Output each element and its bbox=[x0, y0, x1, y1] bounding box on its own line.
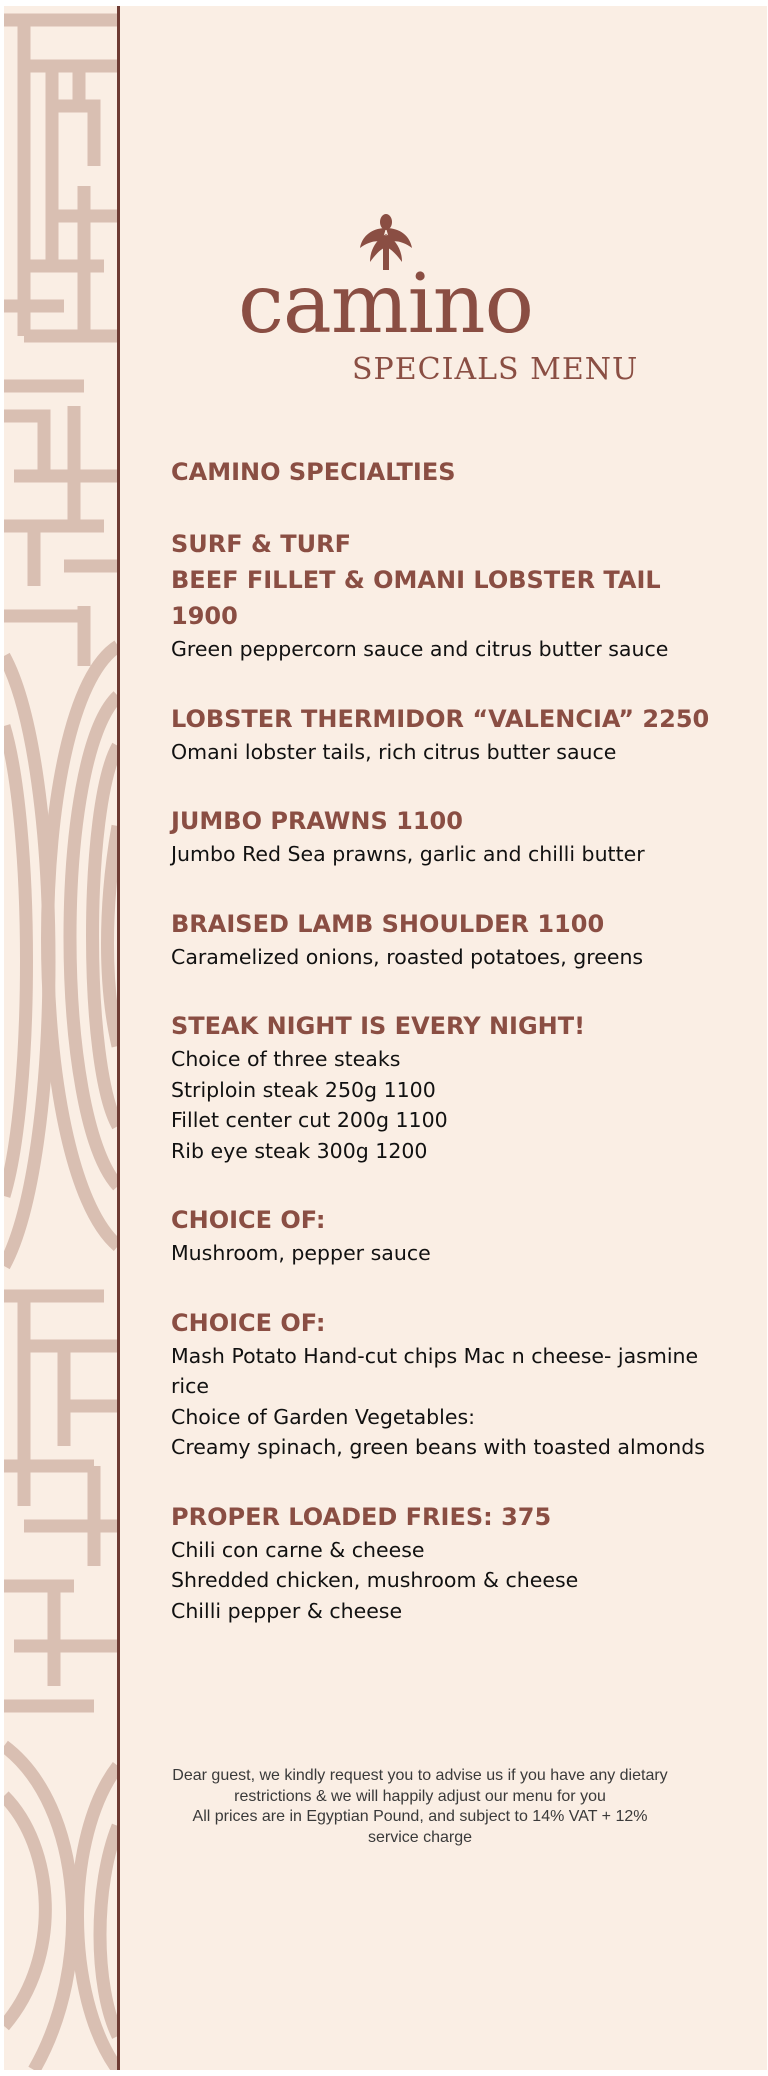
item-description: Omani lobster tails, rich citrus butter sauce bbox=[171, 739, 617, 764]
item-description: Green peppercorn sauce and citrus butter sauce bbox=[171, 637, 669, 661]
item-side-choice bbox=[171, 1305, 711, 1463]
item-description: Jumbo Red Sea prawns, garlic and chilli butter bbox=[171, 842, 645, 866]
item-description: Creamy spinach, green beans with toasted almonds bbox=[171, 1435, 705, 1459]
footer-line: Dear guest, we kindly request you to advise us if you have any dietary bbox=[172, 1767, 668, 1784]
item-heading: SURF & TURF bbox=[171, 530, 352, 558]
item-steak-night bbox=[171, 1008, 711, 1166]
item-description: Mash Potato Hand-cut chips Mac n cheese- jasmine rice bbox=[171, 1343, 699, 1398]
brand-name: camino bbox=[238, 257, 533, 352]
footer-line: service charge bbox=[367, 1828, 473, 1846]
tribal-pattern-icon bbox=[4, 6, 118, 2070]
item-sauce-choice bbox=[171, 1202, 711, 1269]
section-specialties bbox=[171, 454, 711, 490]
footer-note bbox=[150, 1766, 690, 1848]
item-description: Caramelized onions, roasted potatoes, greens bbox=[171, 944, 644, 969]
item-heading: CHOICE OF: bbox=[171, 1308, 326, 1337]
item-jumbo-prawns bbox=[171, 803, 711, 870]
decorative-pattern bbox=[4, 6, 118, 2070]
brand-logo bbox=[238, 210, 639, 400]
vertical-divider bbox=[117, 6, 120, 2070]
section-heading: CAMINO SPECIALTIES bbox=[171, 458, 456, 486]
item-subheading: BEEF FILLET & OMANI LOBSTER TAIL bbox=[171, 566, 661, 594]
item-heading: BRAISED LAMB SHOULDER 1100 bbox=[171, 909, 605, 938]
item-description: Choice of Garden Vegetables: bbox=[171, 1404, 476, 1429]
item-description: Mushroom, pepper sauce bbox=[171, 1241, 431, 1265]
item-heading: STEAK NIGHT IS EVERY NIGHT! bbox=[171, 1012, 586, 1040]
item-heading: JUMBO PRAWNS 1100 bbox=[171, 807, 463, 835]
menu-subtitle: SPECIALS MENU bbox=[352, 352, 639, 387]
item-loaded-fries bbox=[171, 1499, 711, 1627]
item-price: 1900 bbox=[171, 602, 238, 630]
item-description: Choice of three steaks bbox=[171, 1047, 401, 1071]
item-braised-lamb bbox=[171, 906, 711, 973]
item-description: Chili con carne & cheese bbox=[171, 1537, 425, 1562]
footer-line: All prices are in Egyptian Pound, and subject to 14% VAT + 12% bbox=[192, 1808, 648, 1825]
menu-list bbox=[171, 454, 711, 1662]
item-heading: PROPER LOADED FRIES: 375 bbox=[171, 1502, 552, 1531]
footer-line: restrictions & we will happily adjust our menu for you bbox=[234, 1787, 606, 1805]
item-description: Rib eye steak 300g 1200 bbox=[171, 1138, 428, 1163]
item-description: Striploin steak 250g 1100 bbox=[171, 1077, 436, 1102]
item-description: Fillet center cut 200g 1100 bbox=[171, 1108, 448, 1132]
item-description: Shredded chicken, mushroom & cheese bbox=[171, 1568, 579, 1592]
item-surf-turf bbox=[171, 526, 711, 665]
item-heading: LOBSTER THERMIDOR “VALENCIA” 2250 bbox=[171, 704, 710, 733]
item-lobster-thermidor bbox=[171, 701, 711, 768]
item-heading: CHOICE OF: bbox=[171, 1206, 326, 1234]
item-description: Chilli pepper & cheese bbox=[171, 1598, 403, 1623]
